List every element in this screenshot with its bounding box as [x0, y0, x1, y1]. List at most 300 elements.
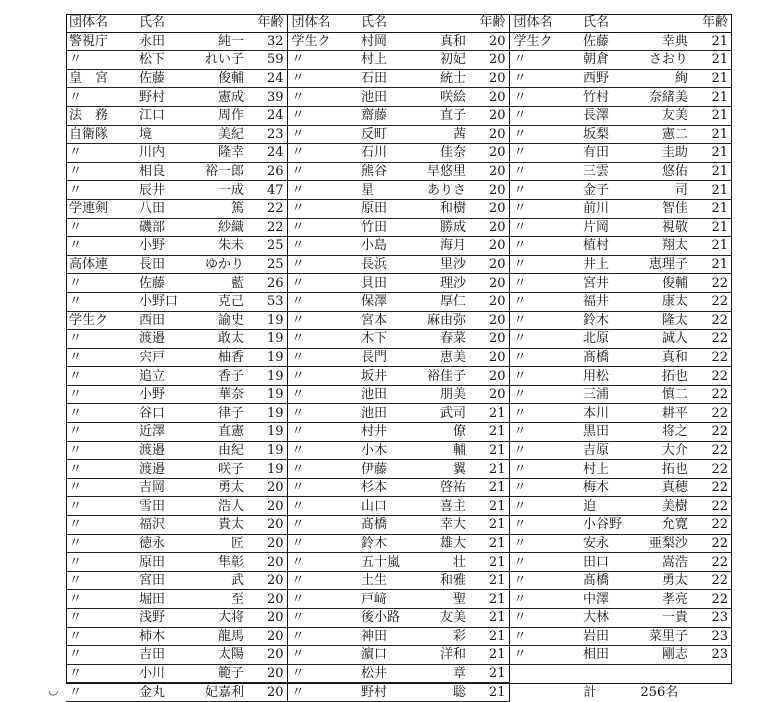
name-cell	[136, 218, 247, 237]
name-wrap	[583, 51, 688, 68]
given-name: 厚仁	[439, 294, 466, 310]
name-cell	[580, 51, 691, 70]
org-cell: 〃	[510, 609, 580, 628]
age-cell: 22	[691, 590, 732, 609]
age-cell: 19	[247, 404, 288, 423]
age-cell: 22	[691, 292, 732, 311]
org-cell: 〃	[66, 423, 136, 442]
name-wrap	[361, 386, 466, 403]
given-name: 美樹	[661, 498, 688, 514]
given-name: さおり	[648, 52, 688, 68]
given-name: 香子	[217, 368, 244, 384]
header-row	[66, 14, 732, 32]
name-cell	[136, 497, 247, 516]
name-cell	[358, 571, 469, 590]
age-cell: 19	[247, 441, 288, 460]
given-name: 篤	[230, 201, 244, 217]
age-cell: 25	[247, 255, 288, 274]
name-cell	[136, 385, 247, 404]
name-cell	[580, 218, 691, 237]
org-cell: 〃	[288, 51, 358, 70]
given-name: 真和	[661, 349, 688, 365]
given-name: 幸典	[661, 33, 688, 49]
org-cell: 〃	[66, 683, 136, 702]
name-cell	[358, 199, 469, 218]
name-cell	[580, 609, 691, 628]
age-cell: 20	[247, 683, 288, 702]
given-name: 将之	[661, 424, 688, 440]
family-name: 池田	[360, 89, 387, 105]
name-wrap	[583, 442, 688, 459]
name-wrap	[361, 275, 466, 292]
blank-cell	[510, 664, 732, 683]
family-name: 岩田	[582, 628, 609, 644]
family-name: 用松	[582, 368, 609, 384]
org-cell: 〃	[288, 404, 358, 423]
name-cell	[580, 534, 691, 553]
given-name: 章	[452, 666, 466, 682]
table-row	[66, 162, 732, 181]
age-cell: 21	[691, 125, 732, 144]
org-cell: 〃	[510, 199, 580, 218]
name-cell	[136, 88, 247, 107]
name-wrap	[139, 684, 244, 701]
given-name: ゆかり	[204, 257, 244, 273]
family-name: 後小路	[360, 610, 400, 626]
table-row	[66, 274, 732, 293]
name-cell	[136, 534, 247, 553]
roster-body	[66, 32, 732, 701]
family-name: 熊谷	[360, 164, 387, 180]
name-cell	[358, 664, 469, 683]
name-cell	[358, 237, 469, 256]
name-wrap	[361, 684, 466, 701]
org-cell: 〃	[510, 367, 580, 386]
name-wrap	[583, 312, 688, 329]
given-name: 茜	[452, 126, 466, 142]
family-name: 植村	[582, 238, 609, 254]
org-cell: 〃	[510, 51, 580, 70]
family-name: 村上	[582, 461, 609, 477]
given-name: 拓也	[661, 461, 688, 477]
org-cell: 〃	[288, 534, 358, 553]
family-name: 五十嵐	[360, 554, 400, 570]
name-wrap	[361, 126, 466, 143]
name-wrap	[583, 275, 688, 292]
family-name: 神田	[360, 628, 387, 644]
family-name: 野村	[360, 684, 387, 700]
table-row	[66, 553, 732, 572]
name-cell	[136, 367, 247, 386]
name-wrap	[139, 646, 244, 663]
name-cell	[358, 534, 469, 553]
given-name: 和樹	[439, 201, 466, 217]
name-wrap	[139, 535, 244, 552]
name-wrap	[583, 33, 688, 50]
given-name: 剛志	[661, 647, 688, 663]
age-cell: 20	[247, 534, 288, 553]
age-cell: 19	[247, 385, 288, 404]
family-name: 原田	[138, 554, 165, 570]
given-name: 勇太	[661, 573, 688, 589]
name-cell	[136, 162, 247, 181]
table-row	[66, 348, 732, 367]
given-name: 勝成	[439, 219, 466, 235]
given-name: 洋和	[439, 647, 466, 663]
org-cell: 〃	[288, 292, 358, 311]
family-name: 磯部	[138, 219, 165, 235]
given-name: 幸大	[439, 517, 466, 533]
table-row	[66, 571, 732, 590]
header-name: 氏名	[580, 14, 691, 32]
family-name: 谷口	[138, 405, 165, 421]
age-cell: 22	[691, 274, 732, 293]
family-name: 髙橋	[360, 517, 387, 533]
org-cell: 自衛隊	[66, 125, 136, 144]
org-cell: 〃	[510, 478, 580, 497]
org-cell: 〃	[288, 69, 358, 88]
org-cell: 〃	[510, 255, 580, 274]
age-cell: 20	[247, 646, 288, 665]
family-name: 江口	[138, 108, 165, 124]
table-row	[66, 367, 732, 386]
age-cell: 21	[469, 571, 510, 590]
given-name: 恵美	[439, 349, 466, 365]
name-cell	[136, 460, 247, 479]
family-name: 佐藤	[582, 33, 609, 49]
given-name: 統士	[439, 71, 466, 87]
given-name: 一成	[217, 182, 244, 198]
given-name: 武司	[439, 405, 466, 421]
age-cell: 21	[691, 88, 732, 107]
org-cell: 〃	[66, 646, 136, 665]
given-name: 理沙	[439, 275, 466, 291]
given-name: 憲二	[661, 126, 688, 142]
name-cell	[358, 348, 469, 367]
age-cell: 26	[247, 162, 288, 181]
name-wrap	[361, 498, 466, 515]
org-cell: 〃	[510, 423, 580, 442]
name-cell	[136, 590, 247, 609]
name-wrap	[361, 293, 466, 310]
age-cell: 21	[691, 162, 732, 181]
age-cell: 21	[469, 627, 510, 646]
name-cell	[136, 199, 247, 218]
family-name: 宮本	[360, 312, 387, 328]
org-cell: 〃	[66, 348, 136, 367]
age-cell: 20	[469, 88, 510, 107]
org-cell: 〃	[66, 609, 136, 628]
age-cell: 21	[469, 534, 510, 553]
name-wrap	[583, 70, 688, 87]
family-name: 石田	[360, 71, 387, 87]
age-cell: 19	[247, 348, 288, 367]
age-cell: 21	[691, 181, 732, 200]
name-cell	[358, 162, 469, 181]
age-cell: 24	[247, 69, 288, 88]
org-cell: 〃	[66, 441, 136, 460]
total-value: 256名	[640, 684, 679, 700]
age-cell: 20	[469, 162, 510, 181]
name-cell	[136, 441, 247, 460]
age-cell: 20	[469, 69, 510, 88]
org-cell: 〃	[66, 181, 136, 200]
org-cell: 〃	[510, 627, 580, 646]
given-name: 僚	[452, 424, 466, 440]
org-cell: 〃	[288, 516, 358, 535]
name-wrap	[361, 330, 466, 347]
family-name: 有田	[582, 145, 609, 161]
name-cell	[358, 125, 469, 144]
name-wrap	[583, 349, 688, 366]
age-cell: 20	[469, 199, 510, 218]
table-row	[66, 646, 732, 665]
name-wrap	[583, 423, 688, 440]
given-name: 大介	[661, 442, 688, 458]
name-cell	[358, 385, 469, 404]
name-cell	[580, 237, 691, 256]
family-name: 土生	[360, 573, 387, 589]
name-wrap	[139, 516, 244, 533]
age-cell: 20	[247, 627, 288, 646]
name-wrap	[361, 609, 466, 626]
name-cell	[136, 646, 247, 665]
family-name: 木下	[360, 331, 387, 347]
name-wrap	[139, 70, 244, 87]
family-name: 杉本	[360, 480, 387, 496]
org-cell: 〃	[288, 311, 358, 330]
org-cell: 〃	[66, 664, 136, 683]
age-cell: 20	[469, 237, 510, 256]
family-name: 宮井	[582, 275, 609, 291]
given-name: 司	[674, 182, 688, 198]
name-cell	[136, 404, 247, 423]
given-name: 諭史	[217, 312, 244, 328]
name-cell	[358, 516, 469, 535]
name-wrap	[583, 107, 688, 124]
given-name: 至	[230, 591, 244, 607]
family-name: 鈴木	[582, 312, 609, 328]
family-name: 西野	[582, 71, 609, 87]
name-cell	[136, 330, 247, 349]
name-wrap	[361, 591, 466, 608]
org-cell: 〃	[288, 144, 358, 163]
table-row	[66, 590, 732, 609]
name-wrap	[361, 163, 466, 180]
org-cell: 〃	[288, 460, 358, 479]
age-cell: 23	[247, 125, 288, 144]
age-cell: 32	[247, 32, 288, 51]
given-name: 輔	[452, 442, 466, 458]
name-wrap	[361, 312, 466, 329]
name-cell	[358, 51, 469, 70]
org-cell: 高体連	[66, 255, 136, 274]
table-row	[66, 144, 732, 163]
age-cell: 20	[247, 516, 288, 535]
family-name: 川内	[138, 145, 165, 161]
given-name: 武	[230, 573, 244, 589]
name-wrap	[139, 554, 244, 571]
name-cell	[358, 88, 469, 107]
table-row	[66, 237, 732, 256]
name-cell	[358, 218, 469, 237]
name-wrap	[139, 275, 244, 292]
given-name: 拓也	[661, 368, 688, 384]
given-name: 恵理子	[648, 257, 688, 273]
given-name: 啓祐	[439, 480, 466, 496]
name-wrap	[583, 256, 688, 273]
name-wrap	[361, 535, 466, 552]
table-row	[66, 441, 732, 460]
name-cell	[136, 311, 247, 330]
age-cell: 22	[691, 534, 732, 553]
name-cell	[358, 460, 469, 479]
name-cell	[580, 646, 691, 665]
name-cell	[136, 553, 247, 572]
name-wrap	[361, 423, 466, 440]
name-wrap	[139, 330, 244, 347]
given-name: 藍	[230, 275, 244, 291]
table-row	[66, 534, 732, 553]
given-name: 紗織	[217, 219, 244, 235]
age-cell: 23	[691, 627, 732, 646]
name-cell	[358, 478, 469, 497]
given-name: 和雅	[439, 573, 466, 589]
family-name: 松井	[360, 666, 387, 682]
given-name: 柚香	[217, 349, 244, 365]
age-cell: 20	[247, 553, 288, 572]
family-name: 三浦	[582, 387, 609, 403]
name-cell	[580, 311, 691, 330]
name-cell	[358, 32, 469, 51]
age-cell: 20	[469, 144, 510, 163]
table-row	[66, 478, 732, 497]
name-wrap	[139, 591, 244, 608]
name-cell	[136, 423, 247, 442]
org-cell: 〃	[288, 441, 358, 460]
name-cell	[136, 106, 247, 125]
org-cell: 〃	[288, 571, 358, 590]
age-cell: 20	[469, 348, 510, 367]
given-name: 直子	[439, 108, 466, 124]
age-cell: 21	[691, 237, 732, 256]
age-cell: 20	[247, 571, 288, 590]
org-cell: 〃	[510, 404, 580, 423]
age-cell: 22	[691, 497, 732, 516]
name-cell	[358, 292, 469, 311]
org-cell: 学生ク	[510, 32, 580, 51]
name-wrap	[361, 237, 466, 254]
name-cell	[136, 664, 247, 683]
org-cell: 〃	[288, 478, 358, 497]
age-cell: 21	[469, 423, 510, 442]
header-org: 団体名	[288, 14, 358, 32]
given-name: 隆太	[661, 312, 688, 328]
family-name: 福沢	[138, 517, 165, 533]
table-row	[66, 460, 732, 479]
name-wrap	[139, 89, 244, 106]
age-cell: 20	[469, 385, 510, 404]
table-row	[66, 51, 732, 70]
given-name: 一貴	[661, 610, 688, 626]
name-cell	[580, 516, 691, 535]
name-wrap	[361, 200, 466, 217]
name-wrap	[139, 144, 244, 161]
name-cell	[580, 460, 691, 479]
given-name: 亜梨沙	[648, 535, 688, 551]
given-name: 允寛	[661, 517, 688, 533]
family-name: 金子	[582, 182, 609, 198]
family-name: 小木	[360, 442, 387, 458]
org-cell: 〃	[288, 181, 358, 200]
age-cell: 23	[691, 609, 732, 628]
table-row	[66, 627, 732, 646]
name-cell	[580, 441, 691, 460]
table-row	[66, 385, 732, 404]
name-wrap	[583, 386, 688, 403]
family-name: 長浜	[360, 257, 387, 273]
name-wrap	[583, 535, 688, 552]
name-cell	[136, 32, 247, 51]
org-cell: 〃	[66, 88, 136, 107]
age-cell: 20	[247, 497, 288, 516]
org-cell: 〃	[288, 106, 358, 125]
given-name: 圭助	[661, 145, 688, 161]
org-cell: 〃	[288, 590, 358, 609]
name-wrap	[139, 609, 244, 626]
org-cell: 〃	[66, 51, 136, 70]
name-wrap	[583, 405, 688, 422]
name-cell	[580, 292, 691, 311]
name-cell	[580, 590, 691, 609]
org-cell: 〃	[66, 274, 136, 293]
name-cell	[358, 441, 469, 460]
family-name: 髙橋	[582, 349, 609, 365]
org-cell: 〃	[288, 237, 358, 256]
family-name: 長澤	[582, 108, 609, 124]
age-cell: 25	[247, 237, 288, 256]
family-name: 西田	[138, 312, 165, 328]
family-name: 坂井	[360, 368, 387, 384]
name-cell	[580, 32, 691, 51]
name-cell	[580, 385, 691, 404]
name-wrap	[139, 219, 244, 236]
org-cell: 〃	[288, 274, 358, 293]
given-name: 咲子	[217, 461, 244, 477]
age-cell: 20	[247, 609, 288, 628]
age-cell: 20	[469, 255, 510, 274]
name-wrap	[583, 591, 688, 608]
family-name: 貝田	[360, 275, 387, 291]
org-cell: 〃	[288, 199, 358, 218]
org-cell: 〃	[288, 664, 358, 683]
org-cell: 〃	[288, 627, 358, 646]
given-name: 彩	[452, 628, 466, 644]
name-wrap	[583, 368, 688, 385]
name-wrap	[583, 182, 688, 199]
name-wrap	[361, 368, 466, 385]
org-cell: 〃	[288, 646, 358, 665]
age-cell: 19	[247, 311, 288, 330]
name-wrap	[139, 349, 244, 366]
given-name: 早悠里	[426, 164, 466, 180]
given-name: 周作	[217, 108, 244, 124]
header-name: 氏名	[136, 14, 247, 32]
age-cell: 22	[691, 553, 732, 572]
table-row	[66, 516, 732, 535]
name-cell	[580, 404, 691, 423]
age-cell: 20	[469, 311, 510, 330]
